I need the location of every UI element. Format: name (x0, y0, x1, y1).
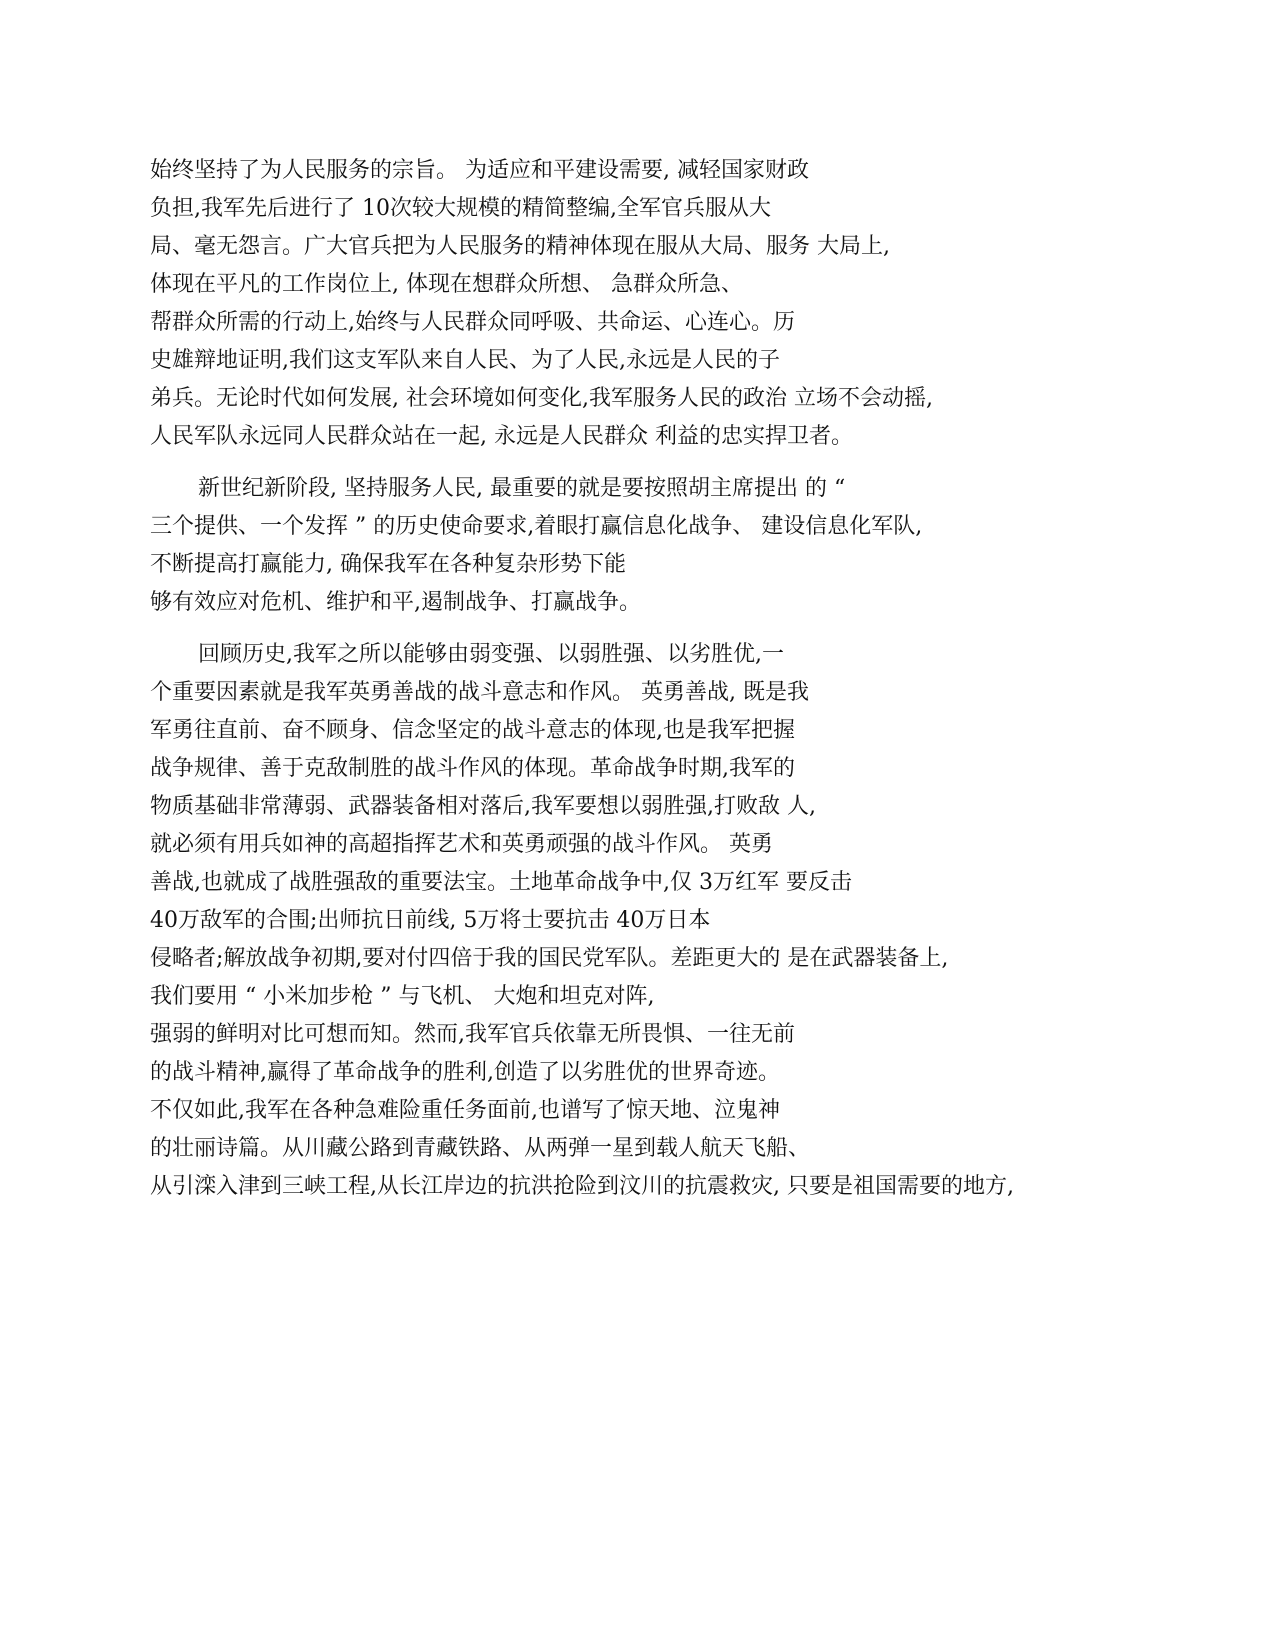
text-line: 够有效应对危机、维护和平,遏制战争、打赢战争。 (150, 590, 641, 615)
text-line: 新世纪新阶段, 坚持服务人民, 最重要的就是要按照胡主席提出 的 “ (198, 476, 846, 501)
text-line: 就必须有用兵如神的高超指挥艺术和英勇顽强的战斗作风。 英勇 (150, 832, 773, 857)
text-line: 史雄辩地证明,我们这支军队来自人民、为了人民,永远是人民的子 (150, 348, 780, 373)
text-line: 始终坚持了为人民服务的宗旨。 为适应和平建设需要, 减轻国家财政 (150, 158, 809, 183)
document-body (150, 152, 1150, 1206)
paragraph-history-review (150, 636, 1150, 1206)
text-line: 侵略者;解放战争初期,要对付四倍于我的国民党军队。差距更大的 是在武器装备上, (150, 946, 949, 971)
text-line: 40万敌军的合围;出师抗日前线, 5万将士要抗击 40万日本 (150, 908, 711, 933)
text-line: 弟兵。无论时代如何发展, 社会环境如何变化,我军服务人民的政治 立场不会动摇, (150, 386, 933, 411)
text-line: 的壮丽诗篇。从川藏公路到青藏铁路、从两弹一星到载人航天飞船、 (150, 1136, 811, 1161)
text-line: 军勇往直前、奋不顾身、信念坚定的战斗意志的体现,也是我军把握 (150, 718, 795, 743)
text-line: 善战,也就成了战胜强敌的重要法宝。土地革命战争中,仅 3万红军 要反击 (150, 870, 852, 895)
text-line: 回顾历史,我军之所以能够由弱变强、以弱胜强、以劣胜优,一 (198, 642, 784, 667)
text-line: 负担,我军先后进行了 10次较大规模的精简整编,全军官兵服从大 (150, 196, 771, 221)
text-line: 体现在平凡的工作岗位上, 体现在想群众所想、 急群众所急、 (150, 272, 743, 297)
text-line: 物质基础非常薄弱、武器装备相对落后,我军要想以弱胜强,打败敌 人, (150, 794, 816, 819)
paragraph-new-century (150, 470, 1150, 622)
text-line: 个重要因素就是我军英勇善战的战斗意志和作风。 英勇善战, 既是我 (150, 680, 809, 705)
paragraph-service-tradition (150, 152, 1150, 456)
text-line: 战争规律、善于克敌制胜的战斗作风的体现。革命战争时期,我军的 (150, 756, 795, 781)
text-line: 不仅如此,我军在各种急难险重任务面前,也谱写了惊天地、泣鬼神 (150, 1098, 780, 1123)
text-line: 局、毫无怨言。广大官兵把为人民服务的精神体现在服从大局、服务 大局上, (150, 234, 890, 259)
text-line: 从引滦入津到三峡工程,从长江岸边的抗洪抢险到汶川的抗震救灾, 只要是祖国需要的地方, (150, 1174, 1014, 1199)
text-line: 的战斗精神,赢得了革命战争的胜利,创造了以劣胜优的世界奇迹。 (150, 1060, 780, 1085)
text-line: 三个提供、一个发挥 ” 的历史使命要求,着眼打赢信息化战争、 建设信息化军队, (150, 514, 923, 539)
text-line: 帮群众所需的行动上,始终与人民群众同呼吸、共命运、心连心。历 (150, 310, 795, 335)
text-line: 不断提高打赢能力, 确保我军在各种复杂形势下能 (150, 552, 626, 577)
text-line: 我们要用 “ 小米加步枪 ” 与飞机、 大炮和坦克对阵, (150, 984, 655, 1009)
text-line: 强弱的鲜明对比可想而知。然而,我军官兵依靠无所畏惧、一往无前 (150, 1022, 795, 1047)
text-line: 人民军队永远同人民群众站在一起, 永远是人民群众 利益的忠实捍卫者。 (150, 424, 853, 449)
